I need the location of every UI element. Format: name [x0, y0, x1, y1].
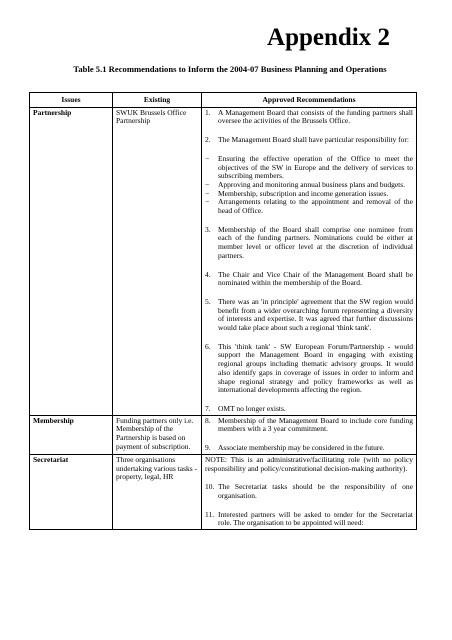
existing-cell: Funding partners only i.e. Membership of the Partnership is based on payment of subscription.	[113, 415, 202, 454]
recommendation-item: 1. A Management Board that consists of the funding partners shall oversee the activities of the Brussels Office.	[205, 107, 413, 126]
recommendation-item: 6. This 'think tank' - SW European Forum/Partnership - would support the Management Board in engaging with existing regional groups including thematic advisory groups. It would also identify gaps in coverage of issues in order to inform and shape regional strategy and policy frameworks as well as international developments affecting the region.	[205, 341, 413, 395]
issue-cell: Membership	[30, 415, 113, 454]
existing-cell: SWUK Brussels Office Partnership	[113, 107, 202, 415]
bullet-item: − Membership, subscription and income generation issues.	[205, 188, 389, 198]
recommendation-item: 5. There was an 'in principle' agreement that the SW region would benefit from a wider overarching forum representing a diversity of interests and expertise. It was agreed that further discussions would take place about such a regional 'think tank'.	[205, 296, 413, 333]
issue-cell: Partnership	[30, 107, 113, 415]
existing-cell: Three organisations undertaking various tasks - property, legal, HR	[113, 454, 202, 529]
table-row-partnership	[30, 107, 417, 415]
bullet-item: − Approving and monitoring annual business plans and budgets.	[205, 179, 406, 189]
bullet-item: − Ensuring the effective operation of the Office to meet the objectives of the SW in Europe and the delivery of services to subscribing members.	[205, 153, 413, 181]
recommendation-item: 2. The Management Board shall have particular responsibility for:	[205, 135, 409, 145]
recommendation-item: 7. OMT no longer exists.	[205, 403, 286, 413]
recommendations-cell	[202, 107, 417, 415]
recommendations-table	[29, 92, 417, 530]
recommendation-item: 9. Associate membership may be considered in the future.	[205, 443, 385, 453]
issue-cell: Secretariat	[30, 454, 113, 529]
col-header-existing: Existing	[113, 93, 202, 108]
col-header-recommendations: Approved Recommendations	[202, 93, 417, 108]
col-header-issues: Issues	[30, 93, 113, 108]
secretariat-note: NOTE: This is an administrative/facilitating role (with no policy responsibility and policy/constitutional decision-making authority).	[205, 454, 413, 473]
recommendation-item: 4. The Chair and Vice Chair of the Management Board shall be nominated within the membership of the Board.	[205, 269, 413, 288]
recommendations-cell	[202, 415, 417, 454]
recommendation-item: 10. The Secretariat tasks should be the responsibility of one organisation.	[205, 482, 413, 500]
table-row-secretariat	[30, 454, 417, 529]
bullet-item: − Arrangements relating to the appointment and removal of the head of Office.	[205, 197, 413, 216]
recommendation-item: 11. Interested partners will be asked to tender for the Secretariat role. The organisation to be appointed will need:	[205, 509, 413, 528]
recommendation-item: 3. Membership of the Board shall comprise one nominee from each of the funding partners. Nominations could be either at member level or officer level at the discretion of individual partners.	[205, 224, 413, 260]
appendix-heading: Appendix 2	[267, 24, 390, 51]
table-row-membership	[30, 415, 417, 454]
table-header-row	[30, 93, 417, 108]
recommendations-cell	[202, 454, 417, 529]
table-caption: Table 5.1 Recommendations to Inform the 2004-07 Business Planning and Operations	[73, 64, 387, 74]
recommendation-item: 8. Membership of the Management Board to include core funding members with a 3 year commitment.	[205, 415, 413, 434]
